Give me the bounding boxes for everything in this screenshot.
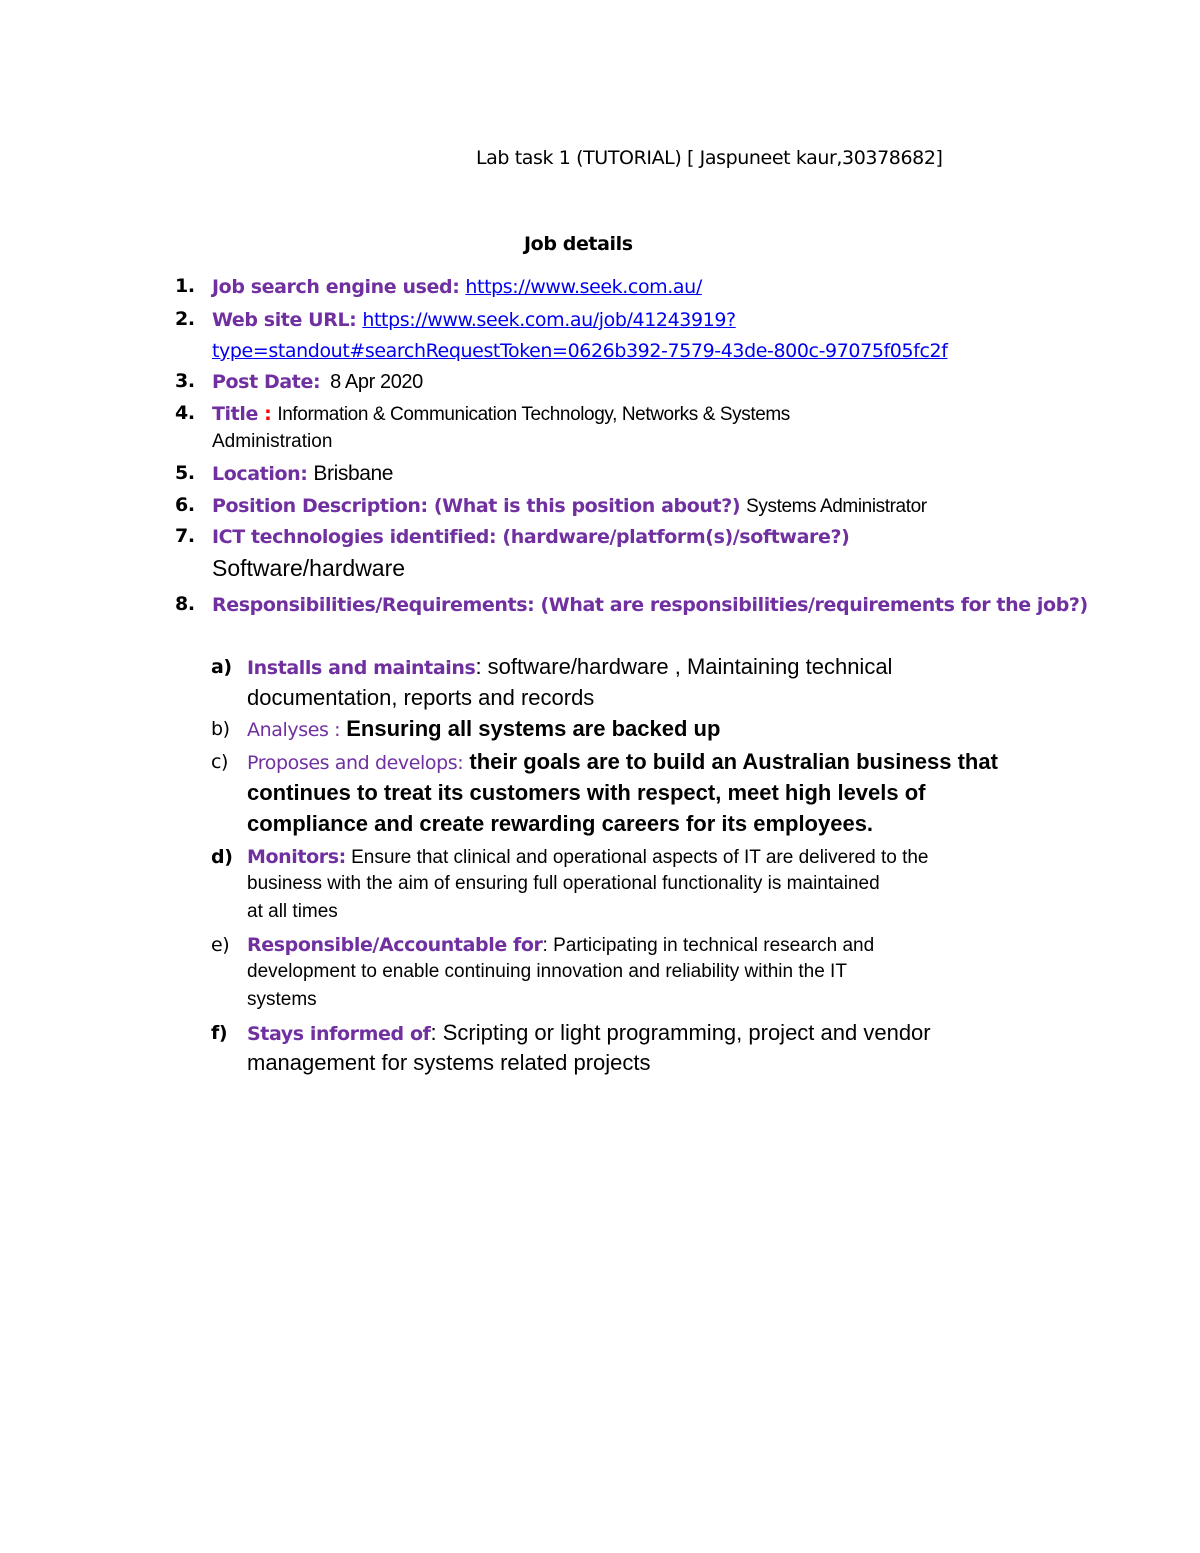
sub-item-text-continued: development to enable continuing innovation and reliability within the IT: [247, 961, 847, 982]
sub-item-analyses: [247, 714, 720, 747]
sub-item-letter: b): [211, 718, 230, 740]
item-label: Job search engine used:: [212, 276, 460, 298]
item-title: [212, 399, 790, 429]
sub-item-text: Ensuring all systems are backed up: [340, 716, 721, 741]
item-responsibilities: [212, 590, 1088, 619]
seek-home-link[interactable]: https://www.seek.com.au/: [465, 276, 702, 298]
item-ict-technologies: [212, 522, 849, 551]
sub-item-letter: e): [211, 934, 230, 956]
sub-item-label: Proposes and develops:: [247, 752, 464, 774]
ict-technologies-value: Software/hardware: [212, 555, 406, 581]
sub-item-colon: :: [475, 654, 482, 679]
item-number: 5.: [175, 462, 195, 484]
sub-item-letter: a): [211, 656, 232, 678]
sub-item-text-continued: business with the aim of ensuring full operational functionality is maintained: [247, 873, 880, 894]
sub-item-text-continued: management for systems related projects: [247, 1050, 651, 1075]
sub-item-stays-informed: [247, 1018, 931, 1051]
sub-item-text: their goals are to build an Australian business that: [463, 749, 998, 774]
item-website-url: [212, 305, 736, 334]
sub-item-text-continued: at all times: [247, 901, 338, 922]
item-label: Responsibilities/Requirements: (What are responsibilities/requirements for the job?): [212, 594, 1088, 616]
item-number: 6.: [175, 494, 195, 516]
sub-item-text: software/hardware , Maintaining technical: [481, 654, 893, 679]
item-label: Location:: [212, 463, 308, 485]
sub-item-installs: [247, 652, 892, 685]
item-number: 4.: [175, 402, 195, 424]
item-label: Post Date:: [212, 371, 321, 393]
title-value: Information & Communication Technology, Networks & Systems: [277, 404, 790, 425]
sub-item-text-continued: documentation, reports and records: [247, 685, 595, 710]
sub-item-label: Installs and maintains: [247, 657, 476, 679]
sub-item-letter: d): [211, 846, 233, 868]
item-position-description: [212, 491, 927, 521]
item-number: 1.: [175, 275, 195, 297]
page-title: Lab task 1 (TUTORIAL) [ Jaspuneet kaur,30378682]: [476, 147, 943, 169]
item-label: Web site URL:: [212, 309, 357, 331]
sub-item-letter: c): [211, 751, 229, 773]
item-website-url-continued: [212, 336, 947, 365]
sub-item-label: Monitors:: [247, 846, 346, 868]
section-heading: Job details: [524, 233, 633, 255]
title-colon: :: [257, 403, 272, 425]
sub-item-text: Scripting or light programming, project and vendor: [436, 1020, 931, 1045]
sub-item-colon: :: [542, 935, 548, 956]
sub-item-text: Participating in technical research and: [547, 935, 875, 956]
post-date-value: 8 Apr 2020: [330, 371, 423, 393]
item-label: Position Description: (What is this position about?): [212, 495, 741, 517]
sub-item-colon: :: [430, 1020, 437, 1045]
job-url-link-continued[interactable]: type=standout#searchRequestToken=0626b392-7579-43de-800c-97075f05fc2f: [212, 340, 948, 362]
item-number: 2.: [175, 308, 195, 330]
sub-item-text-continued: systems: [247, 989, 317, 1010]
sub-item-text-continued: compliance and create rewarding careers for its employees.: [247, 811, 874, 836]
sub-item-proposes: [247, 747, 998, 780]
item-location: [212, 459, 393, 488]
sub-item-letter: f): [211, 1022, 228, 1044]
sub-item-label: Analyses :: [247, 719, 341, 741]
title-value-continued: Administration: [212, 431, 333, 452]
item-number: 8.: [175, 593, 195, 615]
position-description-value: Systems Administrator: [746, 496, 927, 517]
location-value: Brisbane: [313, 462, 394, 485]
item-number: 3.: [175, 370, 195, 392]
item-post-date: [212, 367, 423, 396]
sub-item-label: Responsible/Accountable for: [247, 934, 543, 956]
item-job-search-engine: [212, 272, 702, 301]
item-label: Title: [212, 403, 258, 425]
job-url-link[interactable]: https://www.seek.com.au/job/41243919?: [362, 309, 736, 331]
item-label: ICT technologies identified: (hardware/platform(s)/software?): [212, 526, 850, 548]
sub-item-text-continued: continues to treat its customers with respect, meet high levels of: [247, 780, 926, 805]
sub-item-label: Stays informed of: [247, 1023, 431, 1045]
sub-item-text: Ensure that clinical and operational aspects of IT are delivered to the: [345, 847, 929, 868]
item-number: 7.: [175, 525, 195, 547]
